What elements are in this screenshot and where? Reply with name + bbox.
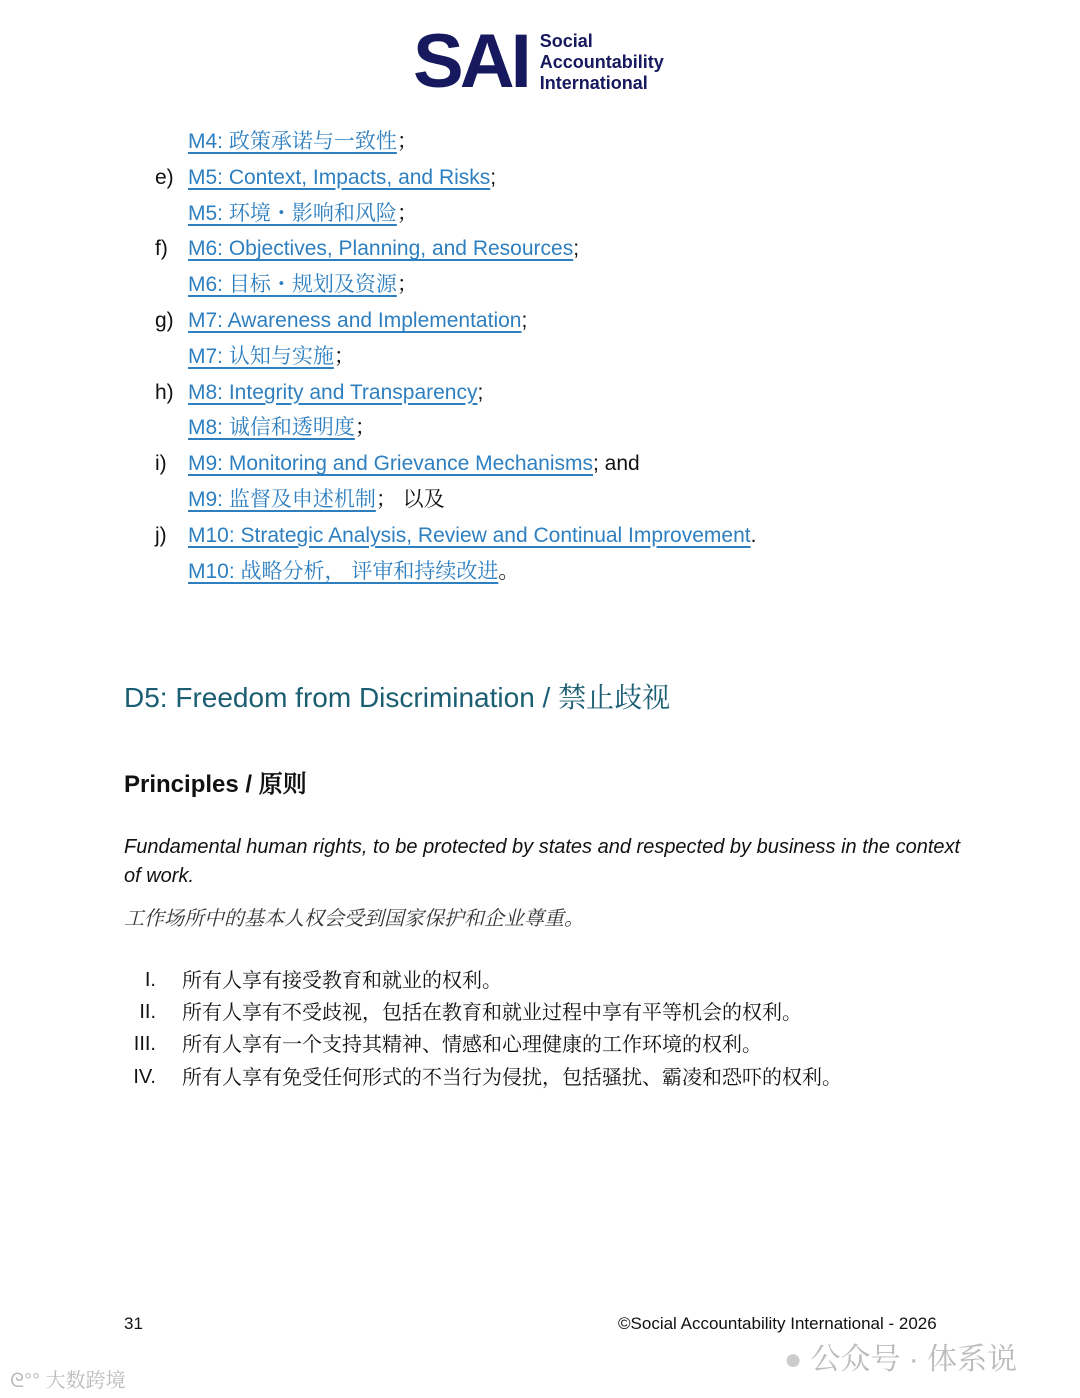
item-suffix: 。	[498, 559, 520, 583]
intro-zh: 工作场所中的基本人权会受到国家保护和企业尊重。	[124, 906, 584, 930]
logo-icon: ᘓ°°	[10, 1370, 41, 1392]
intro-en: Fundamental human rights, to be protected by states and respected by business in the context of work.	[124, 836, 961, 887]
item-link[interactable]: M9: Monitoring and Grievance Mechanisms	[188, 452, 594, 476]
copyright: ©Social Accountability International - 2026	[618, 1314, 937, 1333]
item-suffix: ；	[396, 201, 418, 225]
principle-item	[124, 1061, 924, 1093]
item-link[interactable]: M5: Context, Impacts, and Risks	[188, 165, 491, 189]
item-link[interactable]: M7: 认知与实施	[188, 344, 334, 368]
item-link[interactable]: M4: 政策承诺与一致性	[188, 130, 397, 153]
principle-number: III.	[133, 1033, 156, 1055]
item-suffix: ；	[354, 416, 376, 440]
item-marker: g)	[155, 309, 174, 332]
item-marker: f)	[155, 237, 168, 261]
wechat-watermark: ● 公众号 · 体系说	[784, 1343, 1018, 1376]
page-number: 31	[124, 1314, 143, 1333]
item-suffix: ； 以及	[375, 488, 445, 511]
section-heading: D5: Freedom from Discrimination / 禁止歧视	[124, 682, 671, 713]
item-link[interactable]: M9: 监督及申述机制	[188, 488, 376, 511]
item-suffix: ;	[477, 380, 484, 404]
item-suffix: ;	[573, 237, 580, 261]
principle-number: IV.	[133, 1066, 156, 1088]
item-link[interactable]: M8: 诚信和透明度	[188, 416, 355, 440]
item-link[interactable]: M10: Strategic Analysis, Review and Continual Improvement	[188, 523, 751, 547]
principle-item	[124, 996, 924, 1028]
principle-item	[124, 964, 924, 996]
principle-number: II.	[139, 1001, 156, 1023]
item-marker: j)	[155, 523, 167, 547]
item-suffix: ; and	[593, 452, 640, 476]
item-suffix: ；	[396, 273, 418, 297]
principle-item	[124, 1028, 924, 1060]
subheading: Principles / 原则	[124, 771, 307, 798]
principle-text: 所有人享有一个支持其精神、情感和心理健康的工作环境的权利。	[182, 1032, 762, 1056]
wechat-icon: ●	[784, 1343, 803, 1376]
item-suffix: ；	[396, 130, 418, 153]
principle-text: 所有人享有接受教育和就业的权利。	[182, 968, 502, 992]
item-link[interactable]: M8: Integrity and Transparency	[188, 380, 478, 404]
item-link[interactable]: M5: 环境・影响和风险	[188, 201, 397, 225]
sai-logo: SAI Social Accountability International	[413, 19, 664, 104]
item-marker: i)	[155, 452, 167, 476]
item-link[interactable]: M6: Objectives, Planning, and Resources	[188, 237, 574, 261]
item-suffix: .	[750, 523, 757, 547]
principle-text: 所有人享有不受歧视，包括在教育和就业过程中享有平等机会的权利。	[182, 1000, 802, 1024]
item-link[interactable]: M6: 目标・规划及资源	[188, 273, 397, 297]
principle-text: 所有人享有免受任何形式的不当行为侵扰，包括骚扰、霸凌和恐吓的权利。	[182, 1065, 842, 1089]
item-suffix: ;	[521, 309, 528, 332]
corner-watermark: ᘓ°° 大数跨境	[10, 1370, 126, 1392]
item-marker: h)	[155, 380, 174, 404]
item-suffix: ;	[490, 165, 497, 189]
item-marker: e)	[155, 165, 174, 189]
item-link[interactable]: M10: 战略分析， 评审和持续改进	[188, 559, 499, 583]
item-link[interactable]: M7: Awareness and Implementation	[188, 309, 522, 332]
principle-number: I.	[144, 969, 156, 991]
item-suffix: ；	[333, 344, 355, 368]
